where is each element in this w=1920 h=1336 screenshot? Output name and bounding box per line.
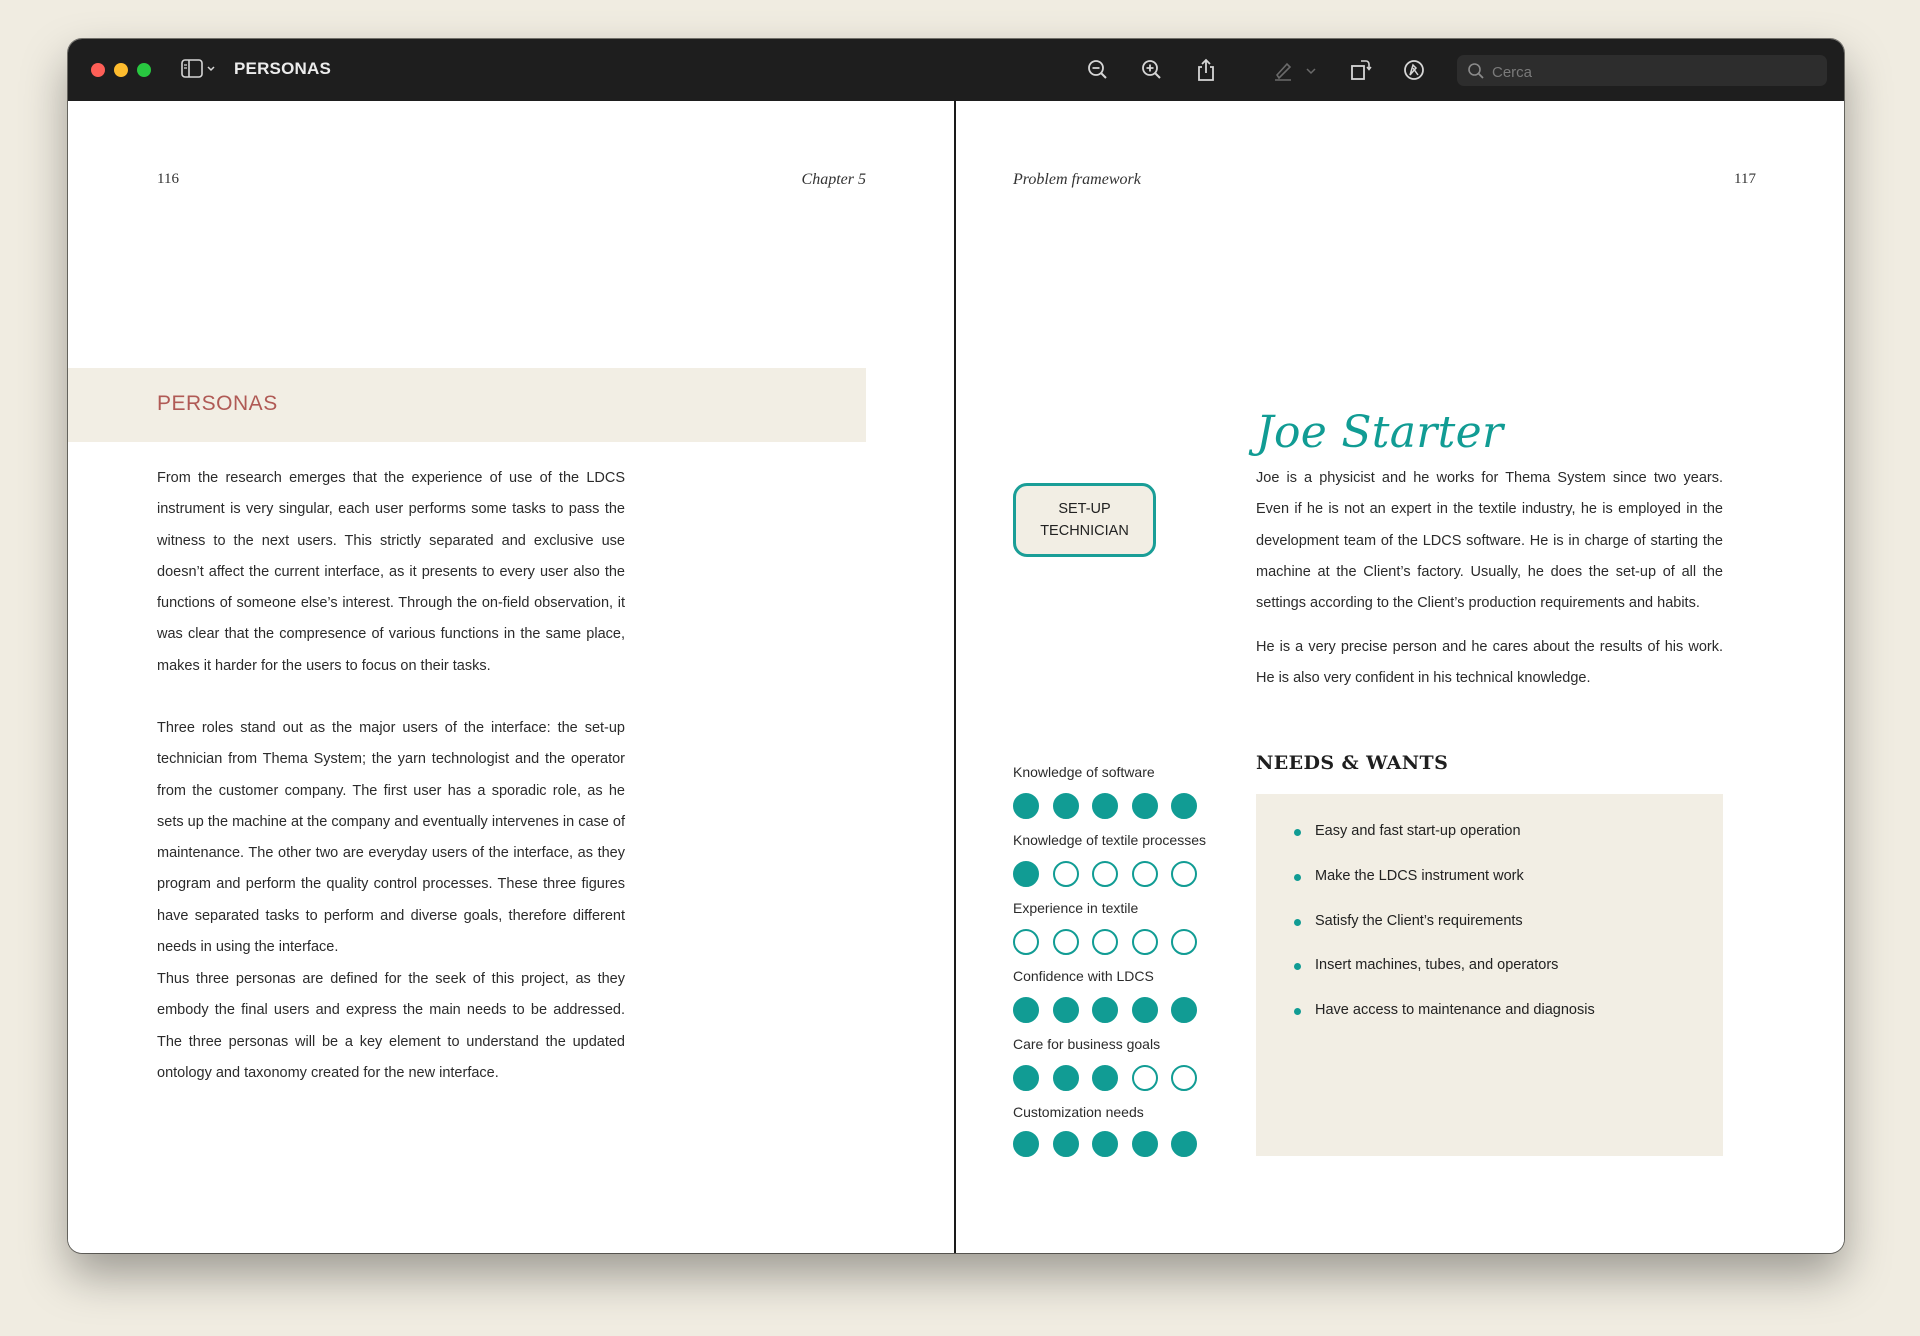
close-window-button[interactable]: [91, 63, 105, 77]
highlight-button[interactable]: [1269, 56, 1297, 84]
rating-dot-filled: [1013, 793, 1039, 819]
persona-bio: Joe is a physicist and he works for Thema System since two years. Even if he is not an expert in the textile industry, he is employed in the development team of the LDCS software. He is in charge of starting the machine at the Client’s factory. Usually, he does the set-up of all the settings according to the Client’s production requirements and habits.: [1256, 470, 1723, 612]
markup-icon: [1400, 56, 1428, 84]
persona-role-badge: [1013, 483, 1156, 557]
needs-panel: [1256, 794, 1723, 1156]
bullet-icon: [1294, 874, 1301, 881]
zoom-in-button[interactable]: [1138, 56, 1166, 84]
rating-dot-empty: [1053, 929, 1079, 955]
share-button[interactable]: [1192, 56, 1220, 84]
window-title: PERSONAS: [234, 59, 332, 78]
preview-window: [68, 39, 1844, 1253]
rating-dot-empty: [1092, 861, 1118, 887]
rating-dot-filled: [1092, 997, 1118, 1023]
section-header-band: [68, 368, 866, 442]
sidebar-toggle-button[interactable]: [180, 57, 220, 81]
rating-dot-filled: [1132, 793, 1158, 819]
title-bar: [68, 39, 1844, 101]
persona-bio: He is a very precise person and he cares about the results of his work. He is also very confident in his technical knowledge.: [1256, 639, 1723, 687]
needs-item: [1315, 823, 1521, 839]
role-line: TECHNICIAN: [1040, 523, 1129, 539]
running-head: Problem framework: [1013, 171, 1141, 188]
markup-button[interactable]: [1400, 56, 1428, 84]
rating-label: Customization needs: [1013, 1104, 1144, 1120]
rating-dot-empty: [1171, 929, 1197, 955]
section-title: PERSONAS: [157, 392, 278, 415]
rating-dot-filled: [1053, 997, 1079, 1023]
needs-item-text: Satisfy the Client’s requirements: [1315, 913, 1523, 929]
rating-dot-filled: [1092, 1065, 1118, 1091]
rating-dot-empty: [1053, 861, 1079, 887]
needs-item-text: Have access to maintenance and diagnosis: [1315, 1002, 1595, 1018]
rating-dot-filled: [1013, 861, 1039, 887]
page-117: [956, 101, 1844, 1253]
bullet-icon: [1294, 829, 1301, 836]
zoom-out-icon: [1084, 56, 1112, 84]
fullscreen-window-button[interactable]: [137, 63, 151, 77]
rating-label: Confidence with LDCS: [1013, 968, 1154, 984]
paragraph: Three roles stand out as the major users of the interface: the set-up technician from Thema System; the yarn technologist and the operator from the customer company. The first user has a sporadic role, as he sets up the machine at the company and eventually intervenes in case of maintenance. The other two are everyday users of the interface, as they program and perform the quality control processes. These three figures have separated tasks to perform and diverse goals, therefore different needs in using the interface.: [157, 720, 625, 956]
search-icon: [1467, 62, 1485, 80]
rating-dot-filled: [1013, 1131, 1039, 1157]
zoom-in-icon: [1138, 56, 1166, 84]
rating-dot-filled: [1092, 793, 1118, 819]
rating-dot-empty: [1171, 861, 1197, 887]
page-number: 117: [1734, 171, 1756, 187]
rating-dot-filled: [1053, 1131, 1079, 1157]
share-icon: [1192, 56, 1220, 84]
needs-item-text: Insert machines, tubes, and operators: [1315, 957, 1559, 973]
rating-dot-filled: [1132, 997, 1158, 1023]
page-116: [68, 101, 954, 1253]
rating-label: Knowledge of textile processes: [1013, 832, 1206, 848]
needs-item: [1315, 913, 1523, 929]
rating-dot-filled: [1053, 793, 1079, 819]
bullet-icon: [1294, 1008, 1301, 1015]
rotate-icon: [1346, 56, 1374, 84]
rating-dot-empty: [1132, 1065, 1158, 1091]
needs-item-text: Make the LDCS instrument work: [1315, 868, 1524, 884]
highlight-pen-icon: [1269, 56, 1297, 84]
paragraph: Thus three personas are defined for the seek of this project, as they embody the final users and express the main needs to be addressed. The three personas will be a key element to understand the updated ontology and taxonomy created for the new interface.: [157, 971, 625, 1081]
minimize-window-button[interactable]: [114, 63, 128, 77]
rating-dot-empty: [1092, 929, 1118, 955]
needs-title: NEEDS & WANTS: [1256, 752, 1449, 774]
paragraph: From the research emerges that the experience of use of the LDCS instrument is very singular, each user performs some tasks to pass the witness to the next users. This strictly separated and exclusive use doesn’t affect the current interface, as it presents to every user also the functions of someone else’s interest. Through the on-field observation, it was clear that the compresence of various functions in the same place, makes it harder for the users to focus on their tasks.: [157, 470, 625, 674]
rating-dot-filled: [1171, 1131, 1197, 1157]
rating-dot-empty: [1013, 929, 1039, 955]
rating-dot-filled: [1132, 1131, 1158, 1157]
chevron-down-icon: [1302, 56, 1320, 84]
rating-dot-filled: [1092, 1131, 1118, 1157]
highlight-menu-button[interactable]: [1302, 56, 1320, 84]
needs-item: [1315, 868, 1524, 884]
needs-item: [1315, 1002, 1595, 1018]
rating-dot-filled: [1013, 997, 1039, 1023]
needs-item-text: Easy and fast start-up operation: [1315, 823, 1521, 839]
persona-name: Joe Starter: [1256, 407, 1504, 458]
search-input[interactable]: [1490, 59, 1814, 85]
rating-dot-filled: [1171, 793, 1197, 819]
rotate-button[interactable]: [1346, 56, 1374, 84]
bullet-icon: [1294, 963, 1301, 970]
bullet-icon: [1294, 919, 1301, 926]
needs-item: [1315, 957, 1558, 973]
search-field[interactable]: [1457, 55, 1827, 86]
document-viewer[interactable]: [68, 101, 1844, 1253]
role-line: SET-UP: [1058, 501, 1111, 517]
running-head: Chapter 5: [801, 171, 866, 188]
rating-dot-filled: [1171, 997, 1197, 1023]
rating-dot-empty: [1171, 1065, 1197, 1091]
rating-dot-empty: [1132, 929, 1158, 955]
rating-dot-filled: [1053, 1065, 1079, 1091]
rating-label: Knowledge of software: [1013, 764, 1155, 780]
page-number: 116: [157, 171, 179, 187]
rating-dot-filled: [1013, 1065, 1039, 1091]
zoom-out-button[interactable]: [1084, 56, 1112, 84]
rating-label: Care for business goals: [1013, 1036, 1161, 1052]
sidebar-icon: [180, 57, 220, 81]
rating-label: Experience in textile: [1013, 900, 1139, 916]
rating-dot-empty: [1132, 861, 1158, 887]
